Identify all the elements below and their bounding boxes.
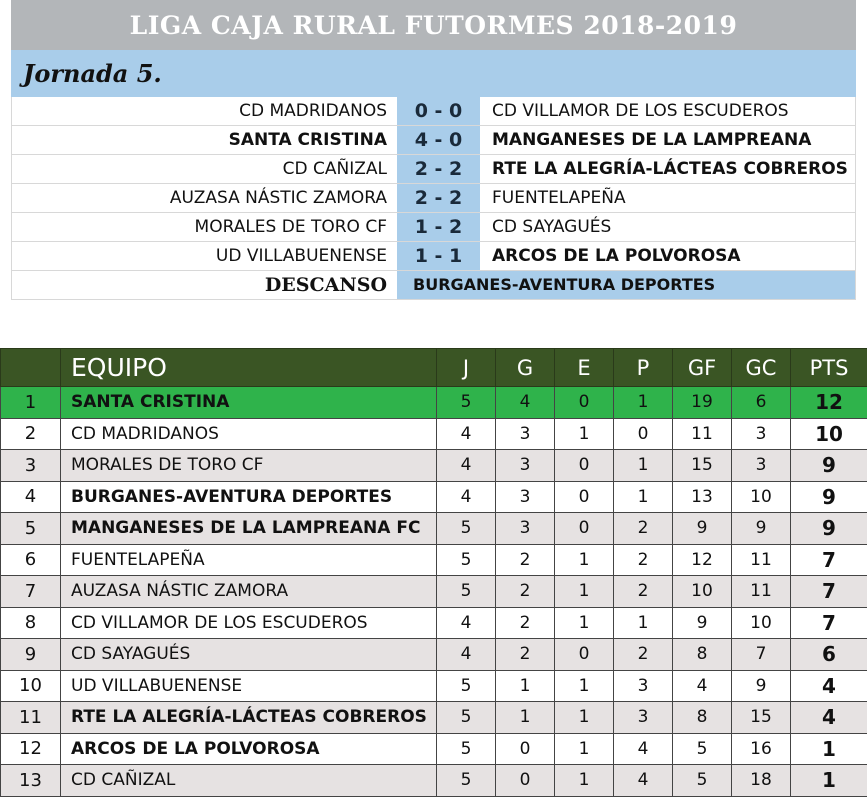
rest-row xyxy=(11,271,856,300)
table-row xyxy=(1,576,867,608)
standings-team: CD VILLAMOR DE LOS ESCUDEROS xyxy=(61,607,437,639)
jornada-label: Jornada 5. xyxy=(11,50,856,97)
rest-label: DESCANSO xyxy=(11,271,397,299)
header-goals-for: GF xyxy=(673,349,732,387)
match-row xyxy=(11,126,856,155)
standings-position: 6 xyxy=(1,544,61,576)
rest-team: BURGANES-AVENTURA DEPORTES xyxy=(397,271,856,299)
standings-points: 9 xyxy=(791,450,867,482)
standings-goals-against: 11 xyxy=(732,576,791,608)
match-score: 4 - 0 xyxy=(397,126,480,154)
table-row xyxy=(1,481,867,513)
header-position xyxy=(1,349,61,387)
table-row xyxy=(1,765,867,797)
match-row xyxy=(11,213,856,242)
standings-position: 11 xyxy=(1,702,61,734)
standings-position: 10 xyxy=(1,670,61,702)
standings-played: 5 xyxy=(437,513,496,545)
header-won: G xyxy=(496,349,555,387)
standings-played: 4 xyxy=(437,418,496,450)
standings-points: 7 xyxy=(791,607,867,639)
standings-table xyxy=(0,348,867,797)
standings-drawn: 1 xyxy=(555,544,614,576)
header-team: EQUIPO xyxy=(61,349,437,387)
standings-team: CD MADRIDANOS xyxy=(61,418,437,450)
match-away-team: FUENTELAPEÑA xyxy=(480,184,856,212)
standings-drawn: 1 xyxy=(555,670,614,702)
standings-team: SANTA CRISTINA xyxy=(61,387,437,419)
standings-points: 12 xyxy=(791,387,867,419)
header-played: J xyxy=(437,349,496,387)
standings-goals-against: 16 xyxy=(732,733,791,765)
header-points: PTS xyxy=(791,349,867,387)
standings-goals-for: 5 xyxy=(673,733,732,765)
standings-goals-against: 15 xyxy=(732,702,791,734)
standings-team: RTE LA ALEGRÍA-LÁCTEAS COBREROS xyxy=(61,702,437,734)
standings-played: 5 xyxy=(437,544,496,576)
match-score: 2 - 2 xyxy=(397,155,480,183)
match-away-team: CD VILLAMOR DE LOS ESCUDEROS xyxy=(480,97,856,125)
header-lost: P xyxy=(614,349,673,387)
standings-position: 3 xyxy=(1,450,61,482)
match-home-team: SANTA CRISTINA xyxy=(11,126,397,154)
standings-points: 9 xyxy=(791,481,867,513)
table-row xyxy=(1,702,867,734)
standings-won: 1 xyxy=(496,670,555,702)
standings-position: 12 xyxy=(1,733,61,765)
match-home-team: AUZASA NÁSTIC ZAMORA xyxy=(11,184,397,212)
table-row xyxy=(1,418,867,450)
match-away-team: RTE LA ALEGRÍA-LÁCTEAS COBREROS xyxy=(480,155,856,183)
match-away-team: CD SAYAGUÉS xyxy=(480,213,856,241)
standings-won: 3 xyxy=(496,450,555,482)
standings-won: 2 xyxy=(496,576,555,608)
standings-lost: 2 xyxy=(614,639,673,671)
standings-lost: 2 xyxy=(614,513,673,545)
table-row xyxy=(1,450,867,482)
standings-played: 5 xyxy=(437,670,496,702)
standings-goals-for: 8 xyxy=(673,702,732,734)
standings-header-row xyxy=(1,349,867,387)
standings-drawn: 0 xyxy=(555,481,614,513)
standings-points: 4 xyxy=(791,670,867,702)
standings-goals-for: 9 xyxy=(673,607,732,639)
standings-won: 2 xyxy=(496,544,555,576)
standings-body xyxy=(1,387,867,797)
standings-lost: 4 xyxy=(614,733,673,765)
standings-goals-for: 10 xyxy=(673,576,732,608)
match-results xyxy=(11,97,856,300)
standings-played: 5 xyxy=(437,576,496,608)
standings-won: 3 xyxy=(496,513,555,545)
standings-lost: 3 xyxy=(614,670,673,702)
standings-points: 1 xyxy=(791,765,867,797)
standings-goals-for: 5 xyxy=(673,765,732,797)
standings-team: MORALES DE TORO CF xyxy=(61,450,437,482)
standings-lost: 1 xyxy=(614,387,673,419)
standings-points: 7 xyxy=(791,544,867,576)
standings-goals-for: 12 xyxy=(673,544,732,576)
standings-drawn: 0 xyxy=(555,387,614,419)
standings-lost: 1 xyxy=(614,450,673,482)
standings-position: 13 xyxy=(1,765,61,797)
standings-goals-for: 8 xyxy=(673,639,732,671)
standings-lost: 0 xyxy=(614,418,673,450)
standings-won: 1 xyxy=(496,702,555,734)
standings-goals-against: 3 xyxy=(732,418,791,450)
standings-position: 7 xyxy=(1,576,61,608)
standings-lost: 1 xyxy=(614,607,673,639)
standings-won: 0 xyxy=(496,733,555,765)
standings-drawn: 0 xyxy=(555,639,614,671)
standings-goals-for: 13 xyxy=(673,481,732,513)
match-score: 2 - 2 xyxy=(397,184,480,212)
standings-goals-against: 9 xyxy=(732,513,791,545)
standings-position: 4 xyxy=(1,481,61,513)
standings-goals-against: 18 xyxy=(732,765,791,797)
standings-goals-against: 10 xyxy=(732,481,791,513)
match-row xyxy=(11,97,856,126)
page-title: LIGA CAJA RURAL FUTORMES 2018-2019 xyxy=(11,0,856,50)
standings-team: BURGANES-AVENTURA DEPORTES xyxy=(61,481,437,513)
standings-goals-against: 7 xyxy=(732,639,791,671)
standings-position: 2 xyxy=(1,418,61,450)
standings-played: 4 xyxy=(437,481,496,513)
match-score: 1 - 1 xyxy=(397,242,480,270)
standings-goals-against: 10 xyxy=(732,607,791,639)
table-row xyxy=(1,607,867,639)
standings-played: 5 xyxy=(437,387,496,419)
standings-lost: 3 xyxy=(614,702,673,734)
standings-goals-against: 6 xyxy=(732,387,791,419)
standings-goals-against: 3 xyxy=(732,450,791,482)
standings-lost: 1 xyxy=(614,481,673,513)
standings-team: CD SAYAGUÉS xyxy=(61,639,437,671)
standings-team: CD CAÑIZAL xyxy=(61,765,437,797)
standings-points: 7 xyxy=(791,576,867,608)
standings-won: 3 xyxy=(496,481,555,513)
table-row xyxy=(1,733,867,765)
standings-drawn: 1 xyxy=(555,733,614,765)
standings-drawn: 1 xyxy=(555,702,614,734)
standings-drawn: 0 xyxy=(555,513,614,545)
standings-drawn: 1 xyxy=(555,765,614,797)
match-score: 1 - 2 xyxy=(397,213,480,241)
header-goals-against: GC xyxy=(732,349,791,387)
standings-goals-for: 15 xyxy=(673,450,732,482)
standings-goals-against: 9 xyxy=(732,670,791,702)
standings-lost: 4 xyxy=(614,765,673,797)
standings-lost: 2 xyxy=(614,544,673,576)
standings-points: 6 xyxy=(791,639,867,671)
table-row xyxy=(1,387,867,419)
standings-position: 1 xyxy=(1,387,61,419)
match-home-team: UD VILLABUENENSE xyxy=(11,242,397,270)
standings-position: 5 xyxy=(1,513,61,545)
match-row xyxy=(11,155,856,184)
standings-won: 2 xyxy=(496,607,555,639)
standings-team: ARCOS DE LA POLVOROSA xyxy=(61,733,437,765)
match-away-team: ARCOS DE LA POLVOROSA xyxy=(480,242,856,270)
standings-won: 3 xyxy=(496,418,555,450)
standings-goals-for: 9 xyxy=(673,513,732,545)
standings-played: 4 xyxy=(437,450,496,482)
table-row xyxy=(1,513,867,545)
header-drawn: E xyxy=(555,349,614,387)
standings-drawn: 1 xyxy=(555,607,614,639)
standings-points: 9 xyxy=(791,513,867,545)
standings-position: 9 xyxy=(1,639,61,671)
match-home-team: CD CAÑIZAL xyxy=(11,155,397,183)
standings-drawn: 0 xyxy=(555,450,614,482)
standings-played: 5 xyxy=(437,702,496,734)
standings-drawn: 1 xyxy=(555,418,614,450)
standings-team: AUZASA NÁSTIC ZAMORA xyxy=(61,576,437,608)
standings-played: 4 xyxy=(437,607,496,639)
table-row xyxy=(1,639,867,671)
standings-points: 1 xyxy=(791,733,867,765)
standings-drawn: 1 xyxy=(555,576,614,608)
standings-position: 8 xyxy=(1,607,61,639)
standings-won: 4 xyxy=(496,387,555,419)
match-score: 0 - 0 xyxy=(397,97,480,125)
table-row xyxy=(1,670,867,702)
standings-won: 0 xyxy=(496,765,555,797)
standings-won: 2 xyxy=(496,639,555,671)
match-row xyxy=(11,184,856,213)
match-away-team: MANGANESES DE LA LAMPREANA xyxy=(480,126,856,154)
standings-goals-against: 11 xyxy=(732,544,791,576)
match-home-team: MORALES DE TORO CF xyxy=(11,213,397,241)
standings-played: 4 xyxy=(437,639,496,671)
standings-played: 5 xyxy=(437,765,496,797)
standings-lost: 2 xyxy=(614,576,673,608)
standings-team: MANGANESES DE LA LAMPREANA FC xyxy=(61,513,437,545)
standings-team: FUENTELAPEÑA xyxy=(61,544,437,576)
match-row xyxy=(11,242,856,271)
standings-goals-for: 19 xyxy=(673,387,732,419)
match-home-team: CD MADRIDANOS xyxy=(11,97,397,125)
standings-team: UD VILLABUENENSE xyxy=(61,670,437,702)
standings-points: 10 xyxy=(791,418,867,450)
standings-played: 5 xyxy=(437,733,496,765)
table-row xyxy=(1,544,867,576)
standings-goals-for: 4 xyxy=(673,670,732,702)
standings-goals-for: 11 xyxy=(673,418,732,450)
standings-points: 4 xyxy=(791,702,867,734)
